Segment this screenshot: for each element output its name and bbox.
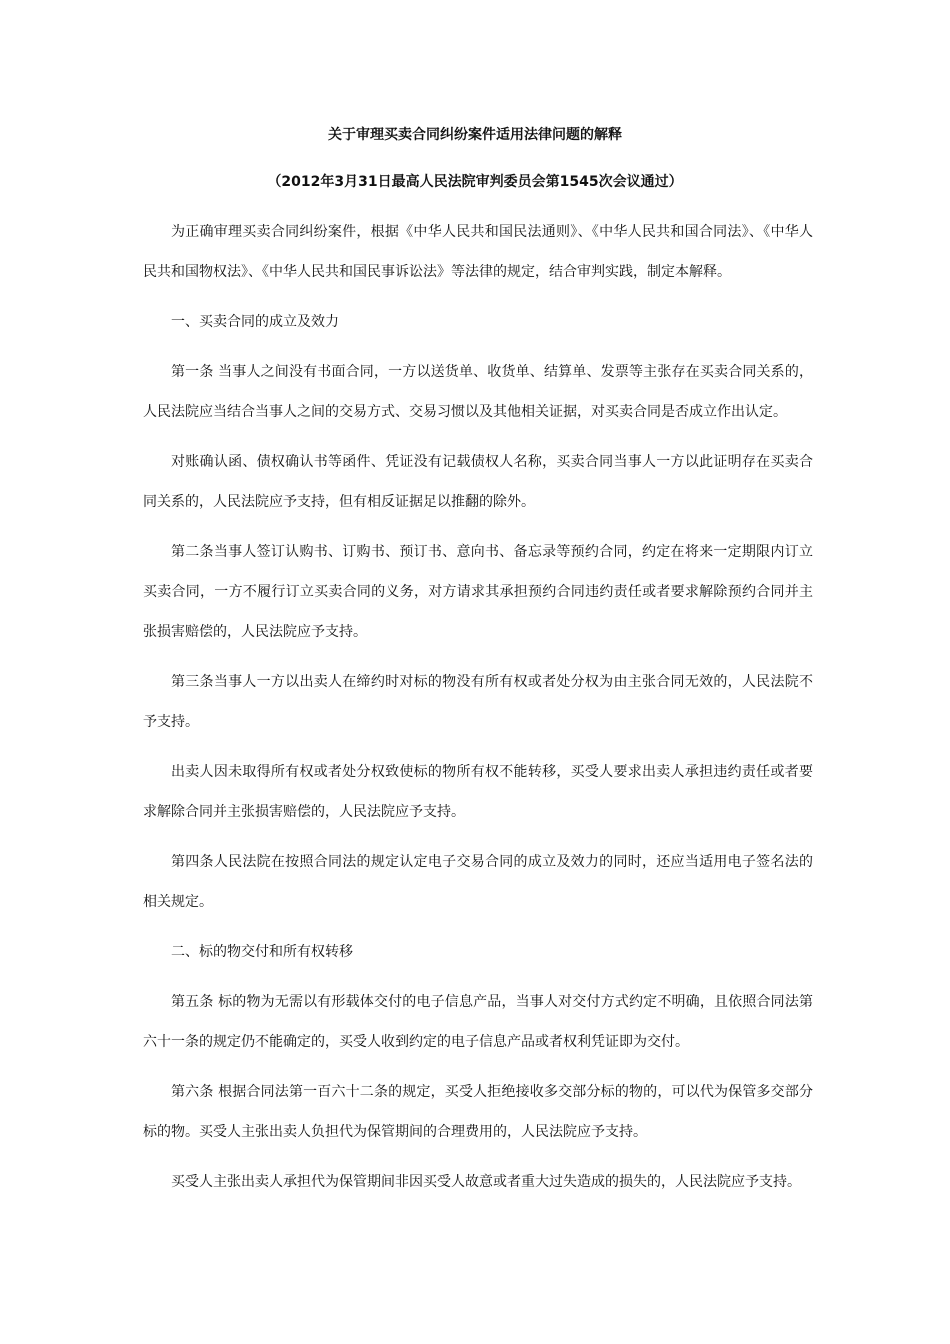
paragraph-article-1-clause-2: 对账确认函、债权确认书等函件、凭证没有记载债权人名称，买卖合同当事人一方以此证明存在买卖合同关系的，人民法院应予支持，但有相反证据足以推翻的除外。 <box>143 454 813 510</box>
paragraph-article-2: 第二条当事人签订认购书、订购书、预订书、意向书、备忘录等预约合同，约定在将来一定期限内订立买卖合同，一方不履行订立买卖合同的义务，对方请求其承担预约合同违约责任或者要求解除预约合同并主张损害赔偿的，人民法院应予支持。 <box>143 544 813 640</box>
paragraph-article-4: 第四条人民法院在按照合同法的规定认定电子交易合同的成立及效力的同时，还应当适用电子签名法的相关规定。 <box>143 854 813 910</box>
document-subtitle: （2012年3月31日最高人民法院审判委员会第1545次会议通过） <box>267 174 683 190</box>
paragraph-article-1: 第一条 当事人之间没有书面合同，一方以送货单、收货单、结算单、发票等主张存在买卖合同关系的，人民法院应当结合当事人之间的交易方式、交易习惯以及其他相关证据，对买卖合同是否成立作出认定。 <box>143 364 813 420</box>
paragraph-article-3: 第三条当事人一方以出卖人在缔约时对标的物没有所有权或者处分权为由主张合同无效的，人民法院不予支持。 <box>143 674 813 730</box>
paragraph-article-6: 第六条 根据合同法第一百六十二条的规定，买受人拒绝接收多交部分标的物的，可以代为保管多交部分标的物。买受人主张出卖人负担代为保管期间的合理费用的，人民法院应予支持。 <box>143 1084 813 1140</box>
paragraph-article-3-clause-2: 出卖人因未取得所有权或者处分权致使标的物所有权不能转移，买受人要求出卖人承担违约责任或者要求解除合同并主张损害赔偿的，人民法院应予支持。 <box>143 764 813 820</box>
paragraph-article-5: 第五条 标的物为无需以有形载体交付的电子信息产品，当事人对交付方式约定不明确，且依照合同法第六十一条的规定仍不能确定的，买受人收到约定的电子信息产品或者权利凭证即为交付。 <box>143 994 813 1050</box>
paragraph-preamble: 为正确审理买卖合同纠纷案件，根据《中华人民共和国民法通则》、《中华人民共和国合同法》、《中华人民共和国物权法》、《中华人民共和国民事诉讼法》等法律的规定，结合审判实践，制定本解释。 <box>143 224 813 280</box>
document-body <box>143 212 813 1212</box>
document-title: 关于审理买卖合同纠纷案件适用法律问题的解释 <box>328 127 622 143</box>
paragraph-article-6-clause-2: 买受人主张出卖人承担代为保管期间非因买受人故意或者重大过失造成的损失的，人民法院应予支持。 <box>171 1174 801 1190</box>
section-heading-1: 一、买卖合同的成立及效力 <box>171 314 339 330</box>
section-heading-2: 二、标的物交付和所有权转移 <box>171 944 353 960</box>
